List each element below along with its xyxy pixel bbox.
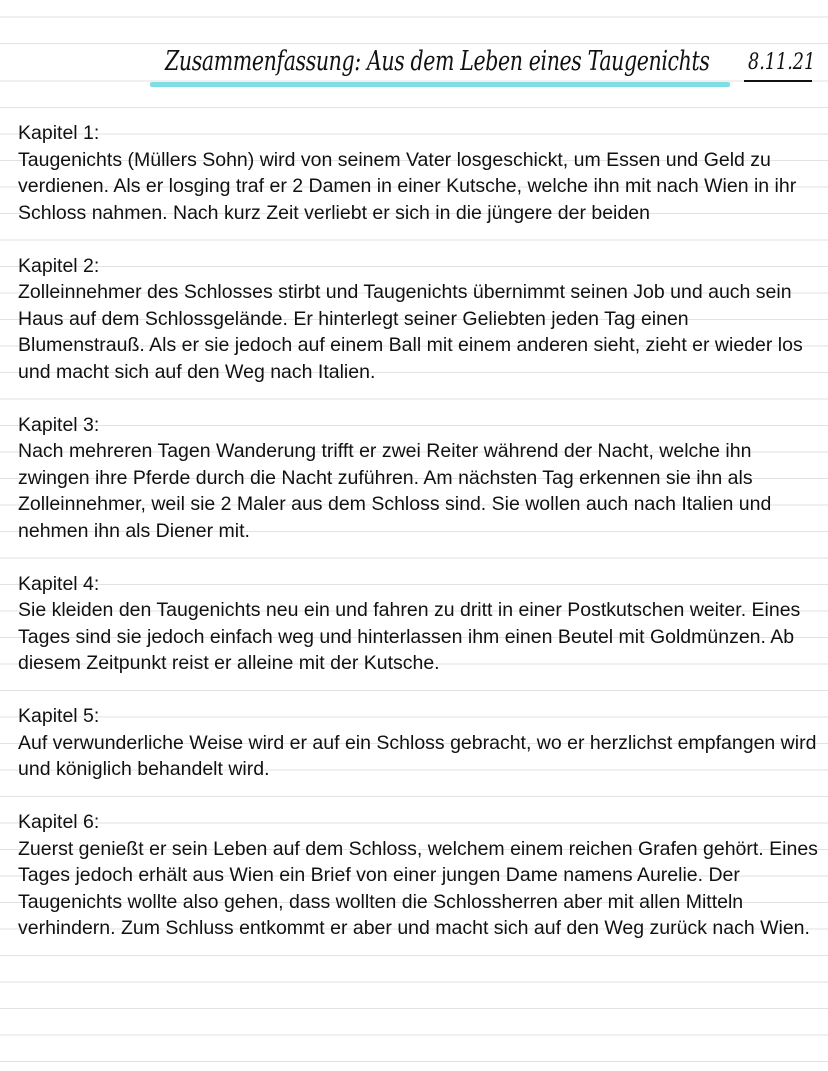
chapter-text: Nach mehreren Tagen Wanderung trifft er zwei Reiter während der Nacht, welche ihn zwingen ihre Pferde durch die Nacht zuführen. Am nächsten Tag erkennen sie ihn als Zolleinnehmer, weil sie 2 Maler aus dem Schloss sind. Sie wollen auch nach Italien und nehmen ihn als Diener mit. <box>18 440 772 542</box>
chapter-title: Kapitel 4: <box>18 572 100 595</box>
chapter-text: Zuerst genießt er sein Leben auf dem Schloss, welchem einem reichen Grafen gehört. Eines Tages jedoch erhält aus Wien ein Brief von einer jungen Dame namens Aurelie. Der Taugenichts wollte also gehen, dass wollten die Schlossherren aber mit allen Mitteln verhindern. Zum Schluss entkommt er aber und macht sich auf den Weg zurück nach Wien. <box>18 837 818 939</box>
chapter-text: Taugenichts (Müllers Sohn) wird von seinem Vater losgeschickt, um Essen und Geld zu verdienen. Als er losging traf er 2 Damen in einer Kutsche, welche ihn mit nach Wien in ihr Schloss nahmen. Nach kurz Zeit verliebt er sich in die jüngere der beiden <box>18 148 797 224</box>
chapter-2 <box>18 253 818 386</box>
page-header <box>0 40 828 96</box>
chapter-title: Kapitel 5: <box>18 705 100 727</box>
chapter-text: Sie kleiden den Taugenichts neu ein und fahren zu dritt in einer Postkutschen weiter. Eines Tages sind sie jedoch einfach weg und hinterlassen ihm einen Beutel mit Goldmünzen. Ab diesem Zeitpunkt reist er alleine mit der Kutsche. <box>18 599 801 674</box>
chapter-3 <box>18 412 818 545</box>
summary-content <box>18 120 818 968</box>
chapter-6 <box>18 809 818 942</box>
page-title: Zusammenfassung: Aus dem Leben eines Taugenichts <box>165 46 710 77</box>
chapter-text: Auf verwunderliche Weise wird er auf ein Schloss gebracht, wo er herzlichst empfangen wird und königlich behandelt wird. <box>18 731 817 780</box>
chapter-4 <box>18 571 818 677</box>
chapter-1 <box>18 120 818 226</box>
chapter-title: Kapitel 3: <box>18 413 100 436</box>
chapter-text: Zolleinnehmer des Schlosses stirbt und Taugenichts übernimmt seinen Job und auch sein Haus auf dem Schlossgelände. Er hinterlegt seiner Geliebten jeden Tag einen Blumenstrauß. Als er sie jedoch auf einem Ball mit einem anderen sieht, zieht er wieder los und macht sich auf den Weg nach Italien. <box>18 281 803 383</box>
date-underline <box>744 80 812 82</box>
chapter-title: Kapitel 6: <box>18 811 100 833</box>
chapter-title: Kapitel 1: <box>18 122 100 144</box>
page-date: 8.11.21 <box>748 50 816 75</box>
chapter-title: Kapitel 2: <box>18 254 100 277</box>
title-highlight-underline <box>150 82 730 87</box>
chapter-5 <box>18 703 818 783</box>
